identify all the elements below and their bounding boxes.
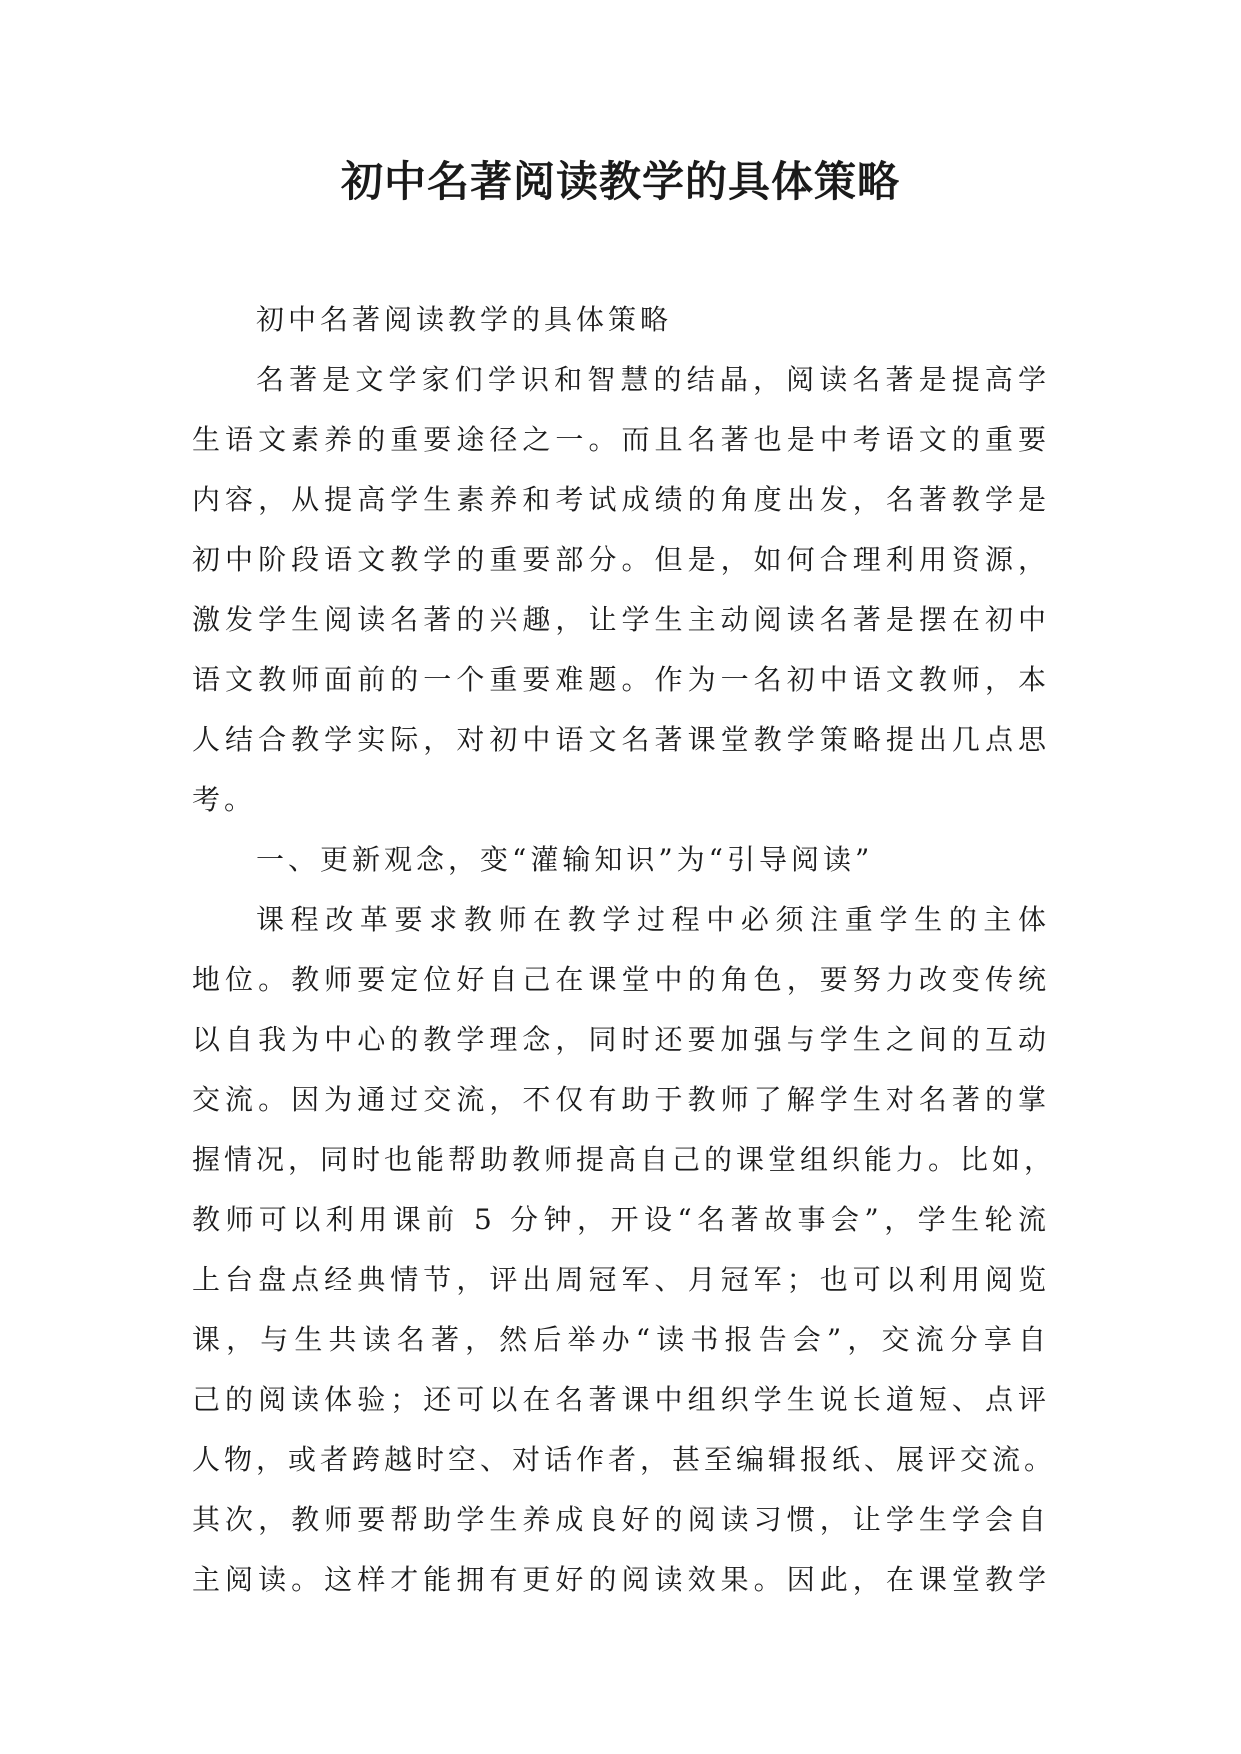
body-line: 交流。因为通过交流，不仅有助于教师了解学生对名著的掌 [192,1083,1050,1116]
body-line: 人物，或者跨越时空、对话作者，甚至编辑报纸、展评交流。 [192,1443,1057,1476]
body-line: 己的阅读体验；还可以在名著课中组织学生说长道短、点评 [192,1383,1050,1416]
body-line: 初中阶段语文教学的重要部分。但是，如何合理利用资源， [192,543,1050,576]
body-line: 名著是文学家们学识和智慧的结晶，阅读名著是提高学 [256,363,1050,396]
body-line: 教师可以利用课前 5 分钟，开设“名著故事会”，学生轮流 [192,1203,1050,1236]
document-body [192,290,1057,1610]
body-line: 激发学生阅读名著的兴趣，让学生主动阅读名著是摆在初中 [192,603,1050,636]
body-line: 人结合教学实际，对初中语文名著课堂教学策略提出几点思 [192,723,1050,756]
body-line: 握情况，同时也能帮助教师提高自己的课堂组织能力。比如， [192,1143,1057,1176]
body-line: 生语文素养的重要途径之一。而且名著也是中考语文的重要 [192,423,1050,456]
body-line: 语文教师面前的一个重要难题。作为一名初中语文教师，本 [192,663,1050,696]
body-line: 其次，教师要帮助学生养成良好的阅读习惯，让学生学会自 [192,1503,1050,1536]
body-line: 课，与生共读名著，然后举办“读书报告会”，交流分享自 [192,1323,1050,1356]
body-line: 主阅读。这样才能拥有更好的阅读效果。因此，在课堂教学 [192,1563,1050,1596]
body-line: 以自我为中心的教学理念，同时还要加强与学生之间的互动 [192,1023,1050,1056]
body-line: 内容，从提高学生素养和考试成绩的角度出发，名著教学是 [192,483,1050,516]
body-line: 初中名著阅读教学的具体策略 [256,303,673,336]
body-line: 地位。教师要定位好自己在课堂中的角色，要努力改变传统 [192,963,1050,996]
body-line: 考。 [192,783,257,816]
body-line: 课程改革要求教师在教学过程中必须注重学生的主体 [256,903,1050,936]
section-heading: 一、更新观念，变“灌输知识”为“引导阅读” [256,843,874,876]
body-line: 上台盘点经典情节，评出周冠军、月冠军；也可以利用阅览 [192,1263,1050,1296]
document-title: 初中名著阅读教学的具体策略 [340,157,900,206]
